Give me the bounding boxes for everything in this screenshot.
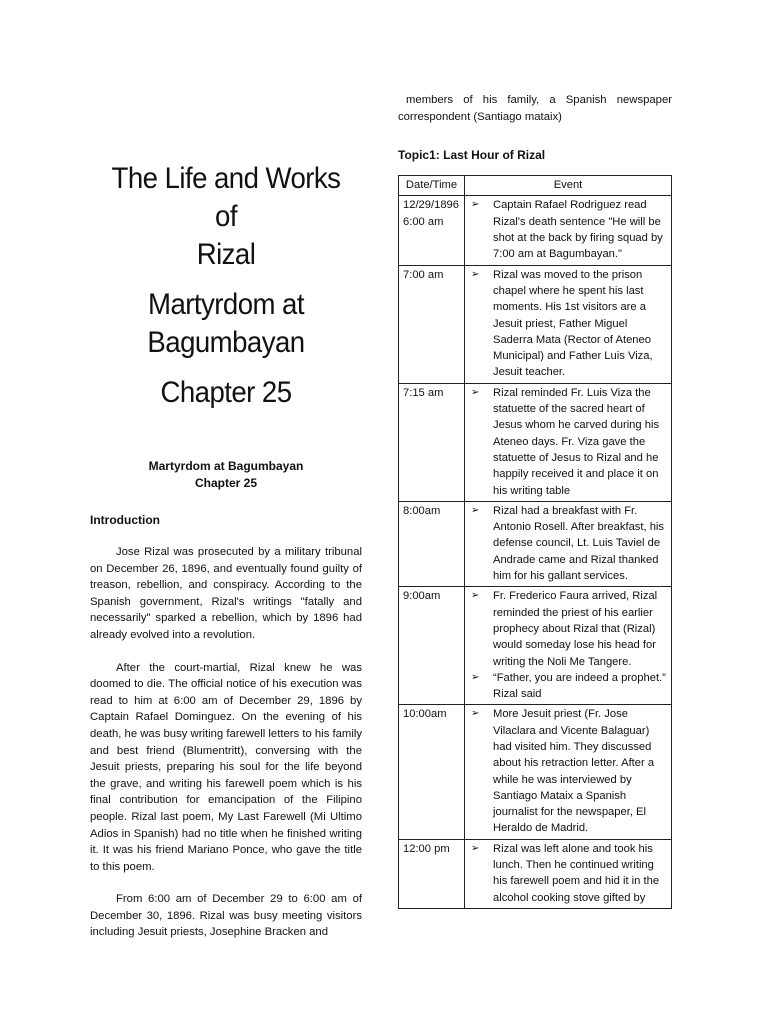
introduction-paragraph: Jose Rizal was prosecuted by a military tribunal on December 26, 1896, and eventually found guilty of treason, rebellion, and conspiracy. According to the Spanish government, Rizal's writings "fatally and necessarily" sparked a rebellion, which by 1896 had already evolved into a revolution. <box>90 546 362 641</box>
title-line: Rizal <box>196 238 256 271</box>
event-text: “Father, you are indeed a prophet.” Rizal said <box>493 671 666 701</box>
arrow-bullet-icon: ➢ <box>471 708 480 720</box>
table-row <box>399 587 672 705</box>
event-item <box>469 503 667 584</box>
document-title <box>90 160 362 412</box>
time-cell: 12:00 pm <box>399 839 465 908</box>
right-column <box>398 92 672 909</box>
event-text: Fr. Frederico Faura arrived, Rizal reminded the priest of his earlier prophecy about Rizal that (Rizal) would someday lose his head for writing the Noli Me Tangere. <box>493 590 658 668</box>
event-cell <box>465 705 672 839</box>
table-row <box>399 196 672 265</box>
table-row <box>399 383 672 501</box>
title-line: The Life and Works of <box>111 162 341 233</box>
event-cell <box>465 501 672 586</box>
event-item <box>469 197 667 262</box>
timeline-table <box>398 175 672 909</box>
event-text: Rizal was moved to the prison chapel where he spent his last moments. His 1st visitors are a Jesuit priest, Father Miguel Saderra Mata (Rector of Ateneo Municipal) and Father Luis Viza, Jesuit teacher. <box>493 268 653 379</box>
arrow-bullet-icon: ➢ <box>471 268 480 280</box>
event-text: Captain Rafael Rodriguez read Rizal's death sentence "He will be shot at the back by firing squad by 7:00 am at Bagumbayan." <box>493 199 663 261</box>
time-cell: 7:00 am <box>399 265 465 383</box>
event-cell <box>465 196 672 265</box>
table-row <box>399 705 672 839</box>
arrow-bullet-icon: ➢ <box>471 842 480 854</box>
subheading <box>90 458 362 492</box>
subheading-line: Martyrdom at Bagumbayan <box>148 459 304 473</box>
event-item <box>469 841 667 906</box>
continued-paragraph: members of his family, a Spanish newspaper correspondent (Santiago mataix) <box>398 94 672 123</box>
header-event: Event <box>465 176 672 196</box>
event-text: Rizal was left alone and took his lunch. Then he continued writing his farewell poem and hid it in the alcohol cooking stove gifted by <box>493 842 660 904</box>
time-cell: 8:00am <box>399 501 465 586</box>
event-item <box>469 706 667 836</box>
arrow-bullet-icon: ➢ <box>471 590 480 602</box>
introduction-heading: Introduction <box>90 513 160 527</box>
event-cell <box>465 587 672 705</box>
time-cell: 9:00am <box>399 587 465 705</box>
event-cell <box>465 383 672 501</box>
timeline-body <box>399 196 672 908</box>
event-item <box>469 670 667 703</box>
arrow-bullet-icon: ➢ <box>471 199 480 211</box>
time-cell: 10:00am <box>399 705 465 839</box>
event-text: Rizal had a breakfast with Fr. Antonio Rosell. After breakfast, his defense council, Lt. Luis Taviel de Andrade came and Rizal thanked him for his gallant services. <box>493 504 665 583</box>
event-item <box>469 588 667 669</box>
event-text: Rizal reminded Fr. Luis Viza the statuette of the sacred heart of Jesus whom he carved during his Ateneo days. Fr. Viza gave the statuette of Jesus to Rizal and he happily received it and place it on his writing table <box>493 386 660 497</box>
arrow-bullet-icon: ➢ <box>471 386 480 398</box>
header-date-time: Date/Time <box>399 176 465 196</box>
left-column <box>90 160 362 941</box>
title-line: Bagumbayan <box>147 326 305 359</box>
introduction-paragraph: From 6:00 am of December 29 to 6:00 am of December 30, 1896. Rizal was busy meeting visitors including Jesuit priests, Josephine Bracken and <box>90 893 362 939</box>
table-header-row <box>399 176 672 196</box>
event-cell <box>465 265 672 383</box>
time-cell: 12/29/1896 6:00 am <box>399 196 465 265</box>
arrow-bullet-icon: ➢ <box>471 671 480 683</box>
topic-heading: Topic1: Last Hour of Rizal <box>398 148 546 163</box>
introduction-paragraph: After the court-martial, Rizal knew he was doomed to die. The official notice of his execution was read to him at 6:00 am of December 29, 1896 by Captain Rafael Dominguez. On the evening of his death, he was busy writing farewell letters to his family and best friend (Blumentritt), conversing with the Jesuit priests, preparing his soul for the life beyond the grave, and writing his farewell poem which is his final contribution for emancipation of the Filipino people. Rizal last poem, My Last Farewell (Mi Ultimo Adios in Spanish) had no title when he finished writing it. It was his friend Mariano Ponce, who gave the title to this poem. <box>90 661 362 873</box>
event-item <box>469 267 667 381</box>
event-text: More Jesuit priest (Fr. Jose Vilaclara and Vicente Balaguar) had visited him. They discussed about his retraction letter. After a while he was interviewed by Santiago Mataix a Spanish journalist for the newspaper, El Heraldo de Madrid. <box>493 708 655 835</box>
table-row <box>399 265 672 383</box>
title-line: Martyrdom at <box>148 288 304 321</box>
table-row <box>399 839 672 908</box>
subheading-line: Chapter 25 <box>194 476 258 490</box>
time-cell: 7:15 am <box>399 383 465 501</box>
title-line: Chapter 25 <box>160 376 292 409</box>
event-cell <box>465 839 672 908</box>
arrow-bullet-icon: ➢ <box>471 504 480 516</box>
table-row <box>399 501 672 586</box>
event-item <box>469 385 667 499</box>
